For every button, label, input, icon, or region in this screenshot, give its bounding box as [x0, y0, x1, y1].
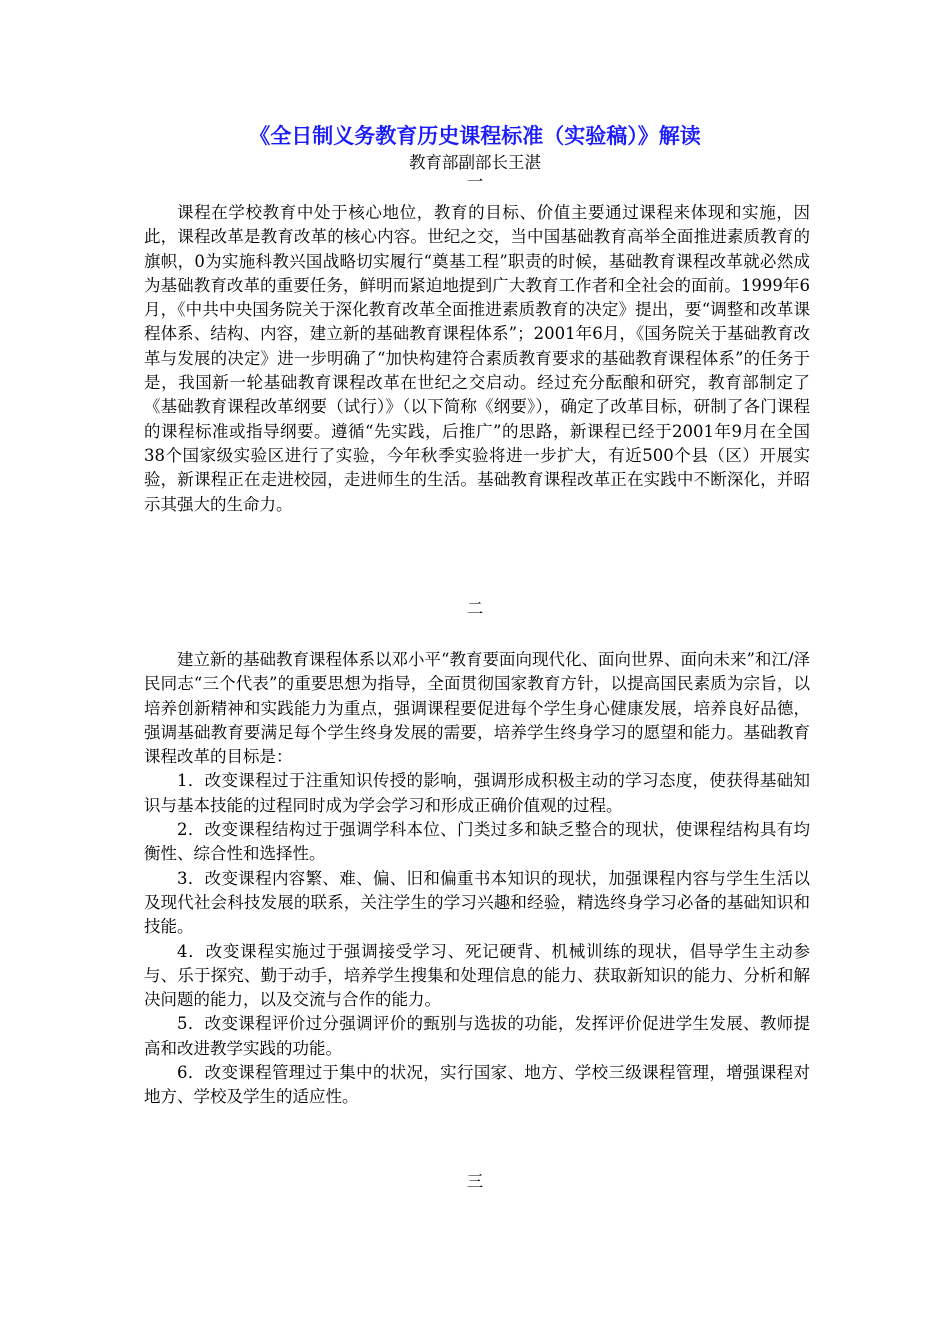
section-2-body [144, 648, 810, 1110]
goal-item-2: 2．改变课程结构过于强调学科本位、门类过多和缺乏整合的现状，使课程结构具有均衡性、综合性和选择性。 [144, 820, 810, 864]
goal-item-6: 6．改变课程管理过于集中的状况，实行国家、地方、学校三级课程管理，增强课程对地方、学校及学生的适应性。 [144, 1063, 810, 1107]
goal-item-1: 1．改变课程过于注重知识传授的影响，强调形成积极主动的学习态度，使获得基础知识与基本技能的过程同时成为学会学习和形成正确价值观的过程。 [144, 771, 810, 815]
section-mark-2: 二 [466, 599, 484, 618]
section-mark-1: 一 [466, 172, 484, 191]
section-1-body [144, 201, 810, 517]
document-title: 《全日制义务教育历史课程标准（实验稿）》解读 [249, 123, 701, 148]
section-mark-3: 三 [466, 1172, 484, 1191]
document-author: 教育部副部长王湛 [409, 153, 541, 172]
goal-item-3: 3．改变课程内容繁、难、偏、旧和偏重书本知识的现状，加强课程内容与学生生活以及现代社会科技发展的联系，关注学生的学习兴趣和经验，精选终身学习必备的基础知识和技能。 [144, 868, 810, 937]
goal-item-5: 5．改变课程评价过分强调评价的甄别与选拔的功能，发挥评价促进学生发展、教师提高和改进教学实践的功能。 [144, 1014, 810, 1058]
goal-item-4: 4．改变课程实施过于强调接受学习、死记硬背、机械训练的现状，倡导学生主动参与、乐于探究、勤于动手，培养学生搜集和处理信息的能力、获取新知识的能力、分析和解决问题的能力，以及交流与合作的能力。 [144, 941, 810, 1010]
section-2-intro-paragraph: 建立新的基础教育课程体系以邓小平“教育要面向现代化、面向世界、面向未来”和江/泽民同志“三个代表”的重要思想为指导，全面贯彻国家教育方针，以提高国民素质为宗旨，以培养创新精神和实践能力为重点，强调课程要促进每个学生身心健康发展，培养良好品德，强调基础教育要满足每个学生终身发展的需要，培养学生终身学习的愿望和能力。基础教育课程改革的目标是： [144, 650, 810, 767]
section-1-paragraph: 课程在学校教育中处于核心地位，教育的目标、价值主要通过课程来体现和实施，因此，课程改革是教育改革的核心内容。世纪之交，当中国基础教育高举全面推进素质教育的旗帜，0为实施科教兴国战略切实履行“奠基工程”职责的时候，基础教育课程改革就必然成为基础教育改革的重要任务，鲜明而紧迫地提到广大教育工作者和全社会的面前。1999年6月，《中共中央国务院关于深化教育改革全面推进素质教育的决定》提出，要“调整和改革课程体系、结构、内容，建立新的基础教育课程体系”；2001年6月，《国务院关于基础教育改革与发展的决定》进一步明确了“加快构建符合素质教育要求的基础教育课程体系”的任务于是，我国新一轮基础教育课程改革在世纪之交启动。经过充分酝酿和研究，教育部制定了《基础教育课程改革纲要（试行）》（以下简称《纲要》），确定了改革目标，研制了各门课程的课程标准或指导纲要。遵循“先实践，后推广”的思路，新课程已经于2001年9月在全国38个国家级实验区进行了实验，今年秋季实验将进一步扩大，有近500个县（区）开展实验，新课程正在走进校园，走进师生的生活。基础教育课程改革正在实践中不断深化，并昭示其强大的生命力。 [144, 203, 810, 514]
